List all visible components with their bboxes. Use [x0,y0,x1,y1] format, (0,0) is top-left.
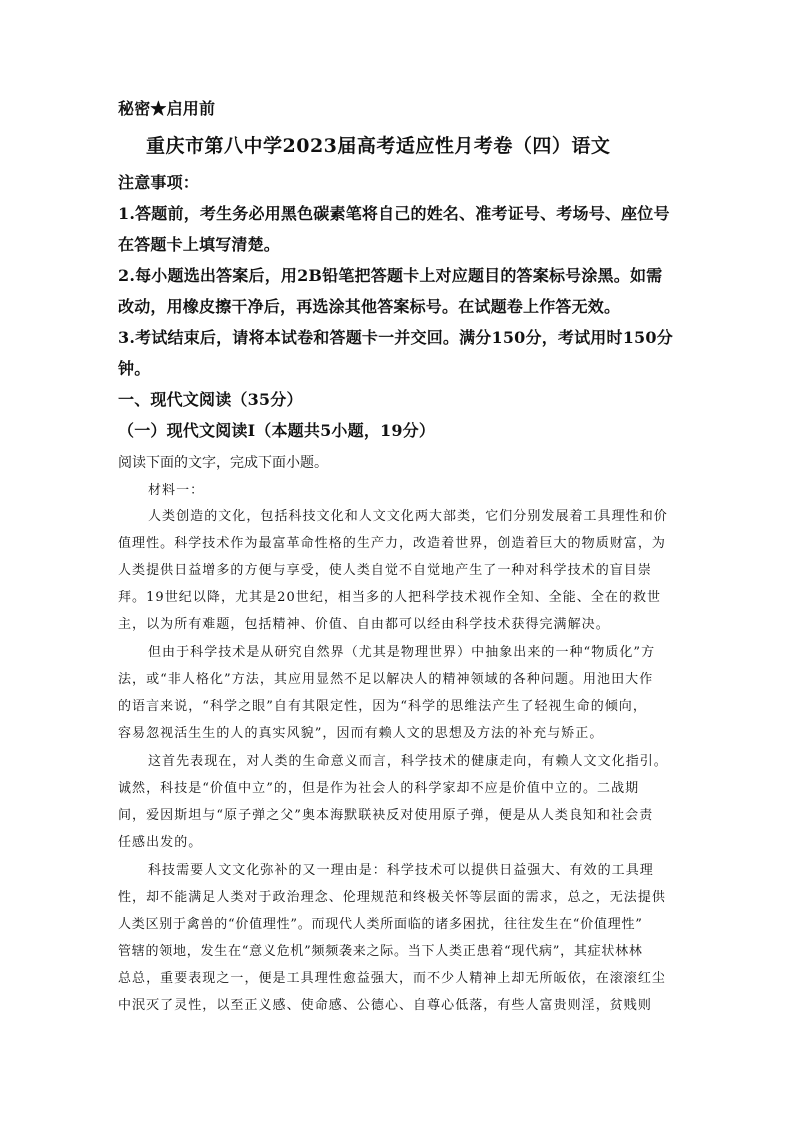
material-line: 诚然，科技是“价值中立”的，但是作为社会人的科学家却不应是价值中立的。二战期 [118,781,640,796]
notice-line: 3.考试结束后，请将本试卷和答题卡一并交回。满分150分，考试用时150分 [118,328,673,347]
material-line: 总总，重要表现之一，便是工具理性愈益强大，而不少人精神上却无所皈依，在滚滚红尘 [118,971,666,986]
material-line: 管辖的领地，发生在“意义危机”频频袭来之际。当下人类正患着“现代病”，其症状林林 [118,944,643,959]
notice-line: 1.答题前，考生务必用黑色碳素笔将自己的姓名、准考证号、考场号、座位号 [118,204,670,223]
secret-mark: 秘密★启用前 [118,99,216,118]
instruction: 阅读下面的文字，完成下面小题。 [118,455,328,471]
section-heading: 一、现代文阅读（35分） [118,390,303,409]
material-line: 性，却不能满足人类对于政治理念、伦理规范和终极关怀等层面的需求，总之，无法提供 [118,890,666,905]
material-line: 这首先表现在，对人类的生命意义而言，科学技术的健康走向，有赖人文文化指引。 [148,754,668,769]
material-line: 中泯灭了灵性，以至正义感、使命感、公德心、自尊心低落，有些人富贵则淫，贫贱则 [118,998,652,1013]
material-line: 科技需要人文文化弥补的又一理由是：科学技术可以提供日益强大、有效的工具理 [148,863,654,878]
notice-line: 改动，用橡皮擦干净后，再选涂其他答案标号。在试题卷上作答无效。 [118,297,621,316]
material-line: 任感出发的。 [118,835,203,850]
notice-line: 钟。 [118,359,151,378]
material-line: 值理性。科学技术作为最富革命性格的生产力，改造着世界，创造着巨大的物质财富，为 [118,536,666,551]
material-line: 人类区别于禽兽的“价值理性”。而现代人类所面临的诸多困扰，往往发生在“价值理性” [118,917,643,932]
material-line: 主，以为所有难题，包括精神、价值、自由都可以经由科学技术获得完满解决。 [118,617,610,632]
material-line: 的语言来说，“科学之眼”自有其限定性，因为“科学的思维法产生了轻视生命的倾向， [118,699,647,714]
material-line: 但由于科学技术是从研究自然界（尤其是物理世界）中抽象出来的一种“物质化”方 [148,645,656,660]
material-line: 人类创造的文化，包括科技文化和人文文化两大部类，它们分别发展着工具理性和价 [148,509,668,524]
material-line: 容易忽视活生生的人的真实风貌”，因而有赖人文的思想及方法的补充与矫正。 [118,726,604,741]
material-line: 人类提供日益增多的方便与享受，使人类自觉不自觉地产生了一种对科学技术的盲目崇 [118,563,652,578]
page-title: 重庆市第八中学2023届高考适应性月考卷（四）语文 [146,135,611,157]
subsection-heading: （一）现代文阅读Ⅰ（本题共5小题，19分） [118,421,436,440]
material-line: 间，爱因斯坦与“原子弹之父”奥本海默联袂反对使用原子弹，便是从人类良知和社会责 [118,808,654,823]
material-line: 法，或“非人格化”方法，其应用显然不足以解决人的精神领域的各种问题。用池田大作 [118,672,654,687]
notice-heading: 注意事项： [118,173,200,192]
material-line: 拜。19世纪以降，尤其是20世纪，相当多的人把科学技术视作全知、全能、全在的救世 [118,590,662,605]
notice-line: 在答题卡上填写清楚。 [118,235,281,254]
notice-line: 2.每小题选出答案后，用2B铅笔把答题卡上对应题目的答案标号涂黑。如需 [118,266,663,285]
material-label: 材料一： [148,483,205,498]
